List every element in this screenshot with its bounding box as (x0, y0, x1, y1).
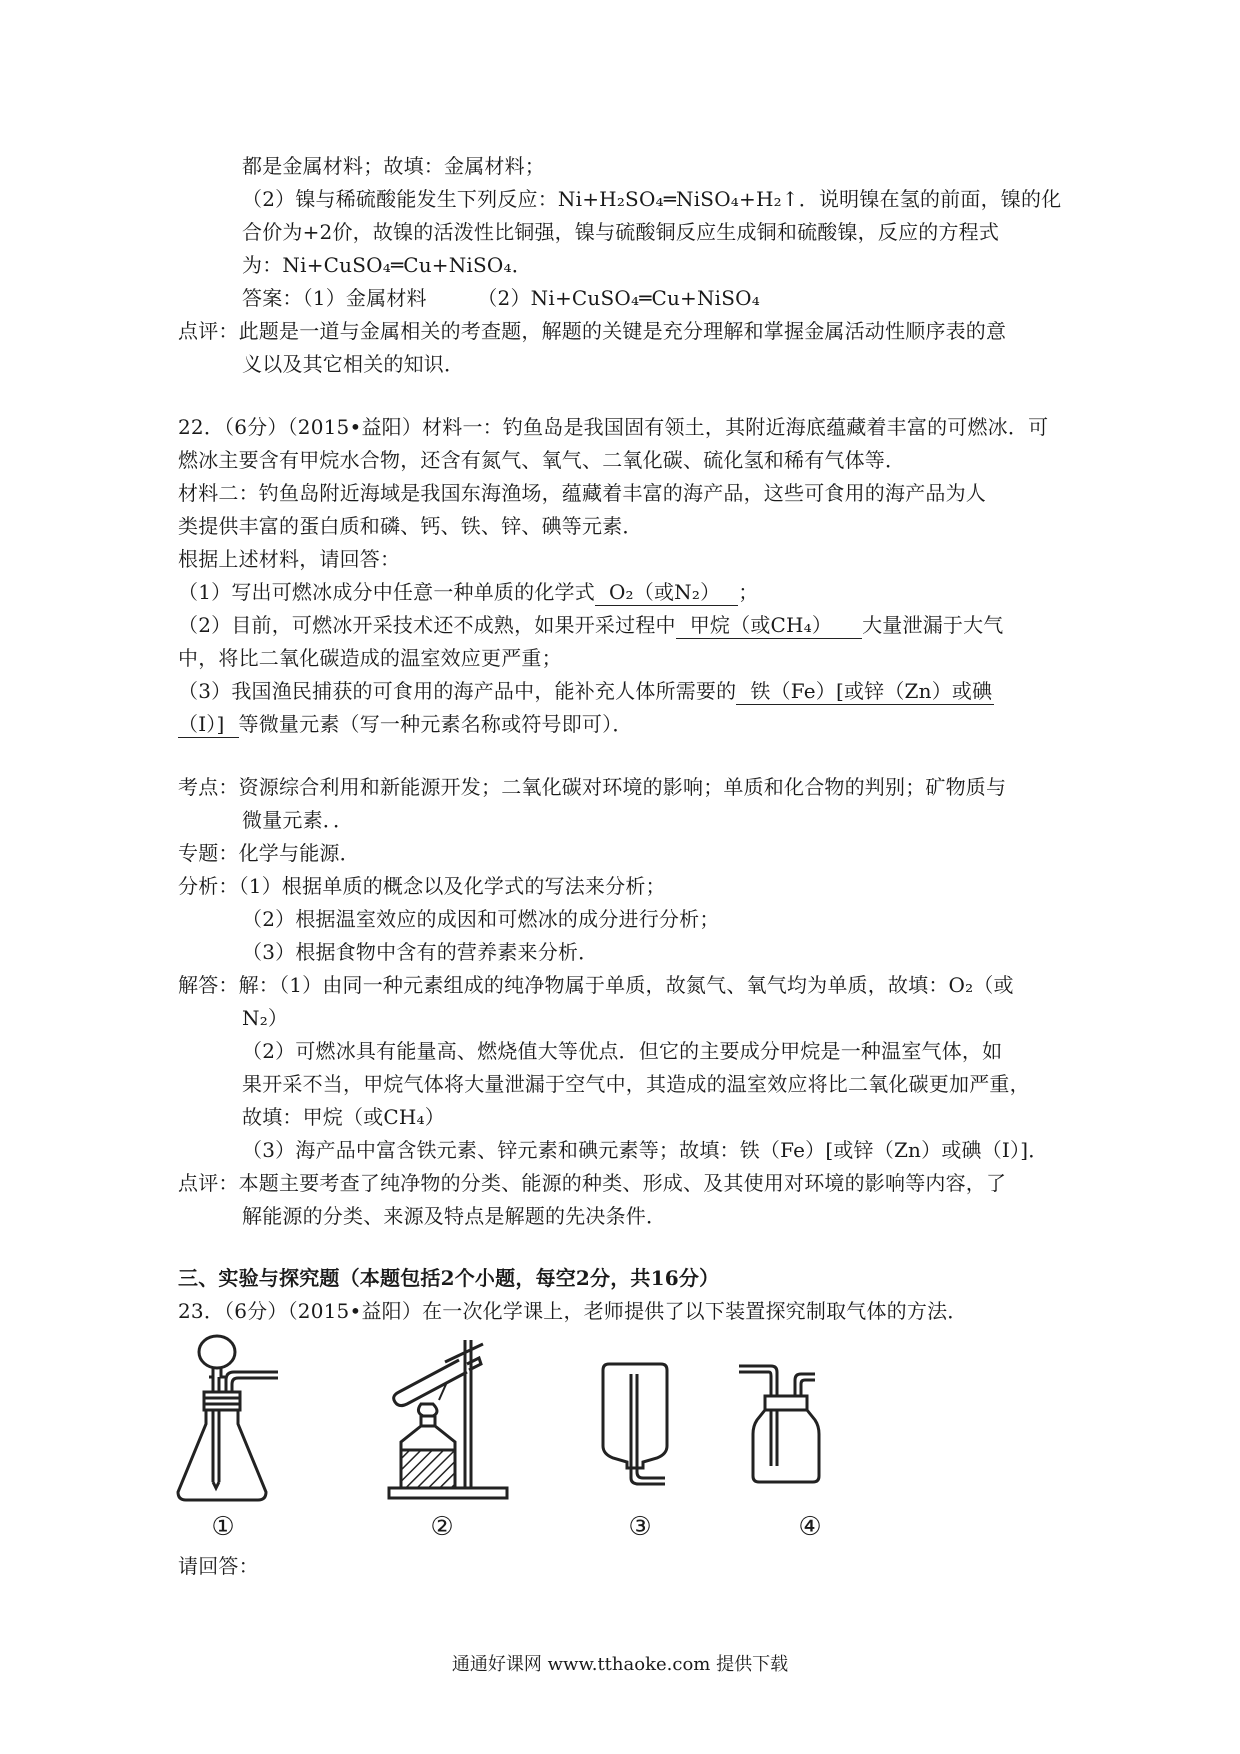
comment-line: 点评：本题主要考查了纯净物的分类、能源的种类、形成、及其使用对环境的影响等内容，了 (178, 1171, 1007, 1195)
text-line: （2）可燃冰具有能量高、燃烧值大等优点．但它的主要成分甲烷是一种温室气体，如 (242, 1039, 1003, 1063)
key-points-line: 考点：资源综合利用和新能源开发；二氧化碳对环境的影响；单质和化合物的判别；矿物质与 (178, 775, 1007, 799)
text-line: 为：Ni+CuSO₄═Cu+NiSO₄． (242, 253, 532, 277)
comment-line: 点评：此题是一道与金属相关的考查题，解题的关键是充分理解和掌握金属活动性顺序表的意 (178, 319, 1007, 343)
question-23-title: 23．（6分）（2015•益阳）在一次化学课上，老师提供了以下装置探究制取气体的方法． (178, 1299, 968, 1323)
topic-line: 专题：化学与能源． (178, 841, 360, 865)
answer-blank-3: 铁（Fe）[或锌（Zn）或碘 (736, 679, 994, 705)
answer-blank-1: O₂（或N₂） (595, 580, 738, 606)
text-line: 燃冰主要含有甲烷水合物，还含有氮气、氧气、二氧化碳、硫化氢和稀有气体等． (178, 448, 906, 472)
solution-line: 解答：解：（1）由同一种元素组成的纯净物属于单质，故氮气、氧气均为单质，故填：O₂（或 (178, 973, 1014, 997)
text-line: 故填：甲烷（或CH₄） (242, 1105, 445, 1129)
answer-blank-2: 甲烷（或CH₄） (676, 613, 862, 639)
text-line: （2）根据温室效应的成因和可燃冰的成分进行分析； (242, 907, 720, 931)
text-line: （3）海产品中富含铁元素、锌元素和碘元素等；故填：铁（Fe）[或锌（Zn）或碘（I）]． (242, 1138, 1049, 1162)
answer-line: 答案：（1）金属材料 （2）Ni+CuSO₄═Cu+NiSO₄ (242, 286, 760, 310)
text-line: 根据上述材料，请回答： (178, 547, 401, 571)
figure-label-1: ① (211, 1512, 235, 1542)
figure-label-3: ③ (628, 1512, 652, 1542)
text-line: N₂） (242, 1006, 289, 1030)
inverted-bottle-apparatus (595, 1360, 685, 1490)
subquestion-1: （1）写出可燃冰成分中任意一种单质的化学式 O₂（或N₂） ； (178, 580, 759, 604)
heating-apparatus (385, 1338, 525, 1504)
conical-flask-apparatus (170, 1332, 290, 1502)
text-line: 都是金属材料；故填：金属材料； (242, 154, 545, 178)
answer-blank-3-cont: （I）] (178, 712, 239, 738)
prompt-line: 请回答： (178, 1554, 259, 1578)
text-line: 类提供丰富的蛋白质和磷、钙、铁、锌、碘等元素． (178, 514, 643, 538)
gas-bottle-apparatus (735, 1356, 835, 1486)
text-line: 解能源的分类、来源及特点是解题的先决条件． (242, 1204, 667, 1228)
question-22-title: 22．（6分）（2015•益阳）材料一：钓鱼岛是我国固有领土，其附近海底蕴藏着丰富的可燃冰．可 (178, 415, 1049, 439)
text-line: 材料二：钓鱼岛附近海域是我国东海渔场，蕴藏着丰富的海产品，这些可食用的海产品为人 (178, 481, 986, 505)
text-line: 中，将比二氧化碳造成的温室效应更严重； (178, 646, 562, 670)
section-heading: 三、实验与探究题（本题包括2个小题，每空2分，共16分） (178, 1266, 720, 1290)
figure-label-2: ② (430, 1512, 454, 1542)
text-line: （I）] 等微量元素（写一种元素名称或符号即可）． (178, 712, 633, 736)
text-line: 微量元素．． (242, 808, 354, 832)
text-line: （2）镍与稀硫酸能发生下列反应：Ni+H₂SO₄═NiSO₄+H₂↑．说明镍在氢的前面，镍的化 (242, 187, 1062, 211)
text-line: 义以及其它相关的知识． (242, 352, 465, 376)
text-line: 合价为+2价，故镍的活泼性比铜强，镍与硫酸铜反应生成铜和硫酸镍，反应的方程式 (242, 220, 1000, 244)
subquestion-2: （2）目前，可燃冰开采技术还不成熟，如果开采过程中 甲烷（或CH₄） 大量泄漏于大气 (178, 613, 1004, 637)
figure-label-4: ④ (798, 1512, 822, 1542)
page-footer: 通通好课网 www.tthaoke.com 提供下载 (451, 1654, 789, 1675)
text-line: 果开采不当，甲烷气体将大量泄漏于空气中，其造成的温室效应将比二氧化碳更加严重， (242, 1072, 1030, 1096)
subquestion-3: （3）我国渔民捕获的可食用的海产品中，能补充人体所需要的 铁（Fe）[或锌（Zn）或碘 (178, 679, 993, 703)
text-line: （3）根据食物中含有的营养素来分析． (242, 940, 599, 964)
analysis-line: 分析：（1）根据单质的概念以及化学式的写法来分析； (178, 874, 666, 898)
